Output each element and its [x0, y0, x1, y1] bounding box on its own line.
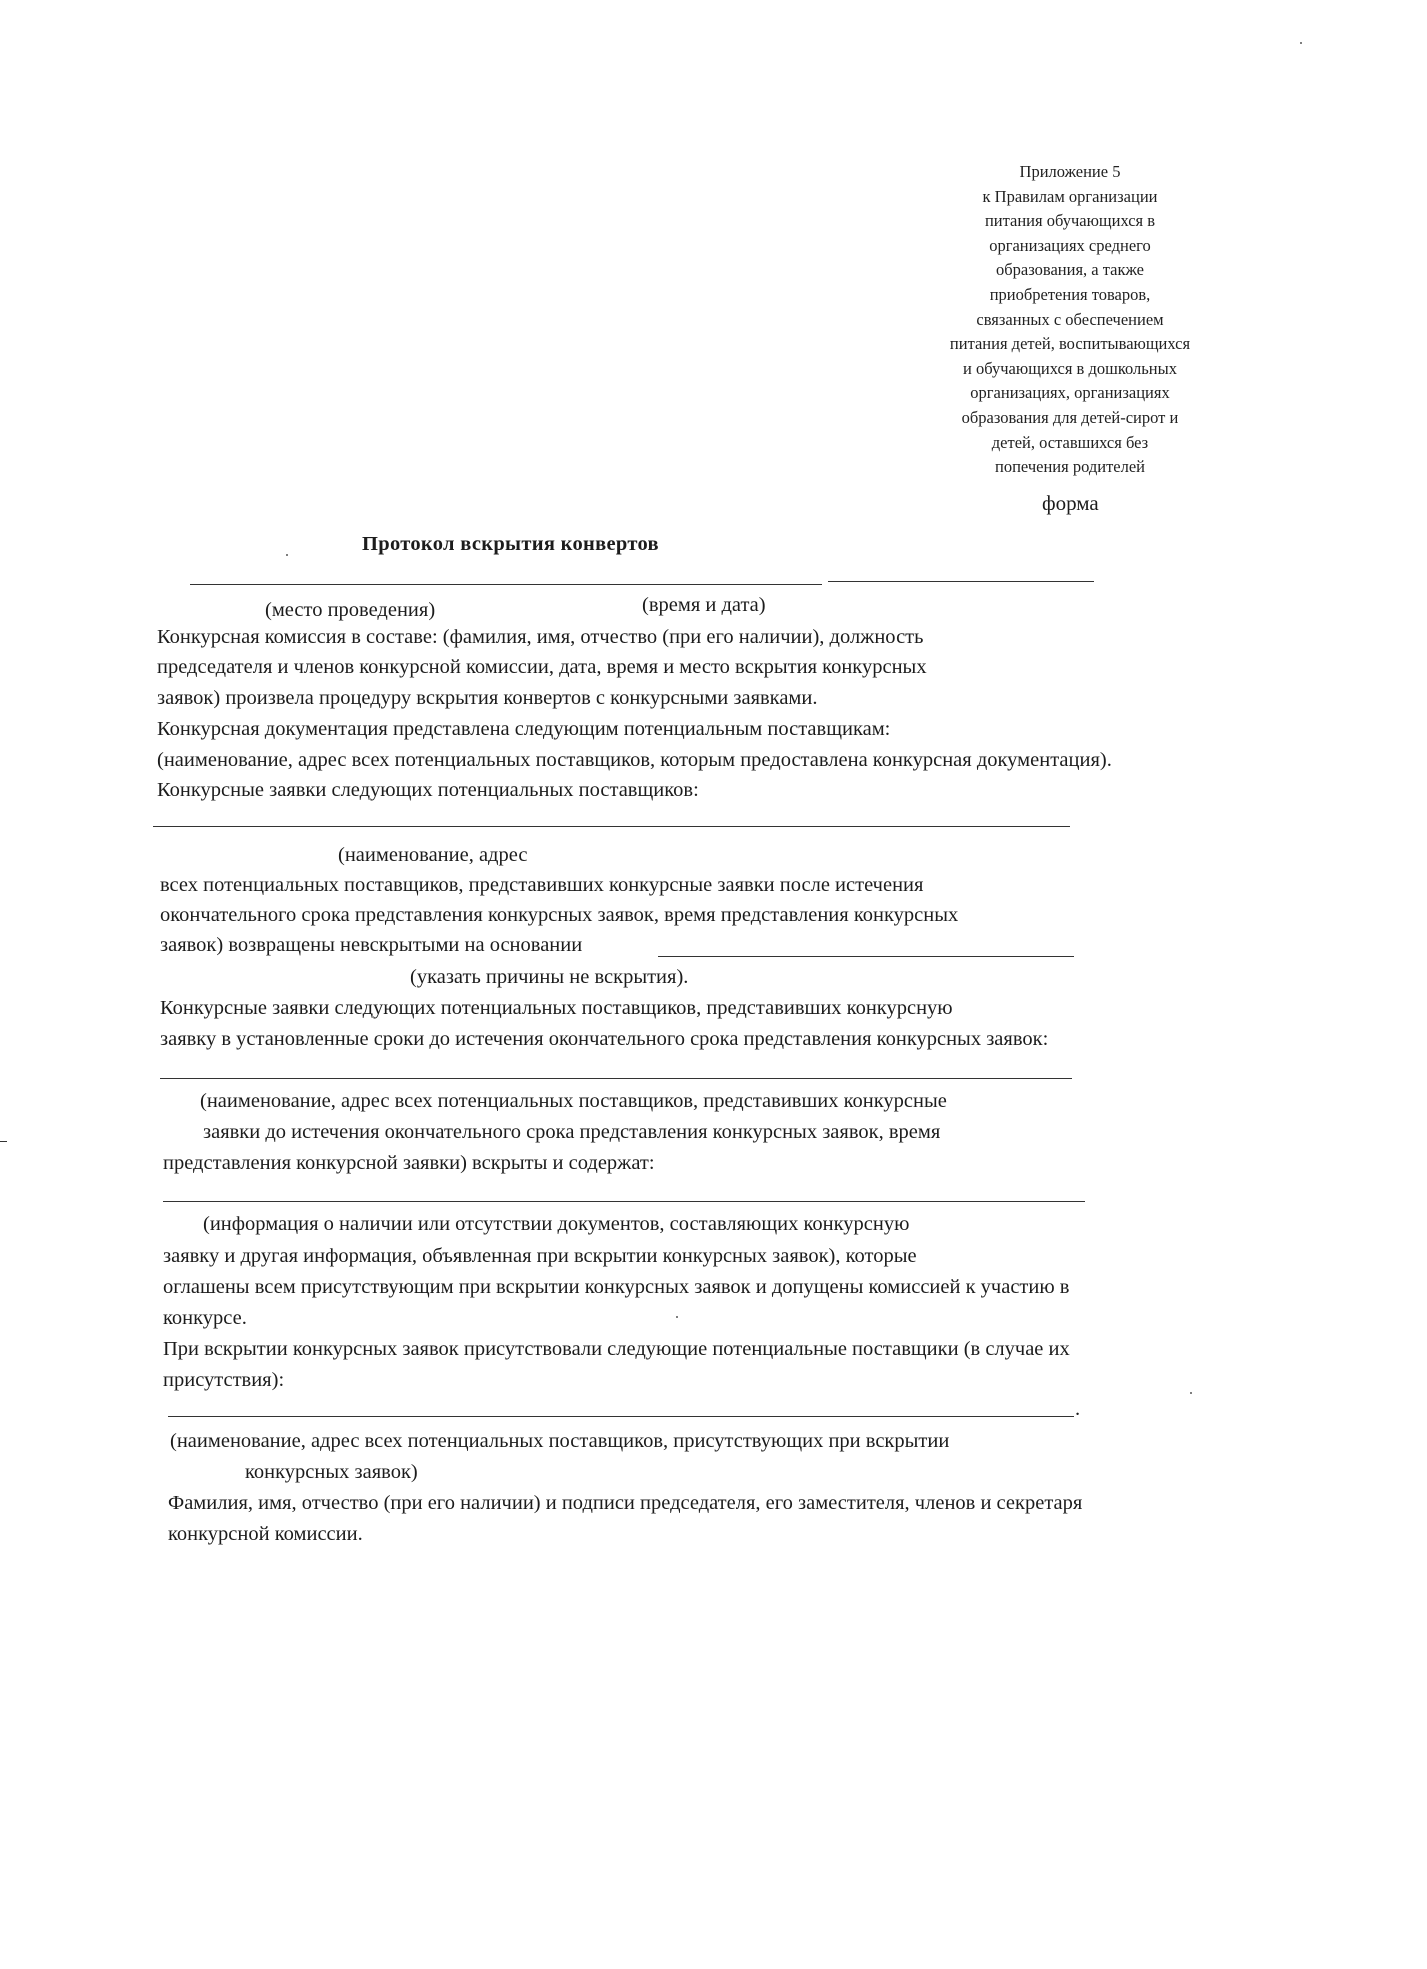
body-line: (наименование, адрес всех потенциальных поставщиков, присутствующих при вскрытии [170, 1430, 950, 1452]
body-line: всех потенциальных поставщиков, представивших конкурсные заявки после истечения [160, 874, 924, 896]
appendix-line: к Правилам организации [982, 186, 1158, 206]
body-line: Конкурсная документация представлена следующим потенциальным поставщикам: [157, 718, 891, 740]
fill-line [153, 826, 1070, 827]
document-title: Протокол вскрытия конвертов [362, 533, 659, 555]
body-line: Конкурсные заявки следующих потенциальных поставщиков, представивших конкурсную [160, 997, 953, 1019]
body-caption: (указать причины не вскрытия). [410, 966, 689, 988]
appendix-line: образования для детей-сирот и [961, 407, 1179, 427]
appendix-line: организациях, организациях [970, 383, 1170, 403]
body-line: конкурсе. [163, 1307, 247, 1329]
body-line: Конкурсные заявки следующих потенциальных поставщиков: [157, 779, 699, 801]
place-line [190, 584, 822, 585]
body-line: (наименование, адрес всех потенциальных поставщиков, представивших конкурсные [200, 1090, 947, 1112]
appendix-line: организациях среднего [989, 235, 1151, 255]
body-line: (наименование, адрес всех потенциальных поставщиков, которым предоставлена конкурсная документация). [157, 749, 1112, 771]
body-line: заявок) возвращены невскрытыми на основании [160, 934, 583, 956]
scan-mark [0, 1141, 7, 1142]
body-line: представления конкурсной заявки) вскрыты и содержат: [163, 1152, 655, 1174]
appendix-line: питания детей, воспитывающихся [949, 334, 1191, 354]
body-line: конкурсных заявок) [245, 1461, 418, 1483]
scan-speck [1190, 1392, 1192, 1394]
scan-speck [1300, 42, 1302, 44]
fill-line [168, 1416, 1074, 1417]
appendix-header [905, 160, 1235, 480]
body-line: Конкурсная комиссия в составе: (фамилия, имя, отчество (при его наличии), должность [157, 626, 924, 648]
place-caption: (место проведения) [265, 599, 436, 621]
body-line: присутствия): [163, 1369, 285, 1391]
body-line: заявки до истечения окончательного срока представления конкурсных заявок, время [203, 1121, 941, 1143]
body-line: (информация о наличии или отсутствии документов, составляющих конкурсную [203, 1213, 910, 1235]
appendix-line: образования, а также [996, 260, 1144, 280]
body-line: оглашены всем присутствующим при вскрытии конкурсных заявок и допущены комиссией к участию в [163, 1276, 1070, 1298]
fill-line [163, 1201, 1085, 1202]
body-line: заявку в установленные сроки до истечения окончательного срока представления конкурсных заявок: [160, 1028, 1049, 1050]
datetime-line [828, 581, 1094, 582]
scan-speck [286, 554, 288, 556]
body-line: заявку и другая информация, объявленная при вскрытии конкурсных заявок), которые [163, 1245, 917, 1267]
line-end-period: . [1075, 1398, 1081, 1420]
datetime-caption: (время и дата) [642, 594, 766, 616]
appendix-line: Приложение 5 [1019, 162, 1121, 181]
appendix-line: попечения родителей [995, 457, 1145, 477]
body-line: окончательного срока представления конкурсных заявок, время представления конкурсных [160, 904, 959, 926]
reason-line [658, 956, 1074, 957]
body-line: При вскрытии конкурсных заявок присутствовали следующие потенциальные поставщики (в случае их [163, 1338, 1070, 1360]
appendix-line: связанных с обеспечением [976, 309, 1164, 329]
body-line: заявок) произвела процедуру вскрытия конвертов с конкурсными заявками. [157, 687, 818, 709]
body-line: Фамилия, имя, отчество (при его наличии) и подписи председателя, его заместителя, членов и секретаря [168, 1492, 1083, 1514]
fill-line [160, 1078, 1072, 1079]
form-label: форма [1042, 491, 1099, 515]
appendix-line: и обучающихся в дошкольных [963, 358, 1177, 378]
body-line: конкурсной комиссии. [168, 1523, 363, 1545]
body-line: председателя и членов конкурсной комиссии, дата, время и место вскрытия конкурсных [157, 656, 927, 678]
scan-speck [676, 1316, 678, 1318]
body-caption: (наименование, адрес [338, 844, 528, 866]
appendix-line: питания обучающихся в [984, 211, 1156, 231]
appendix-line: приобретения товаров, [989, 284, 1151, 304]
appendix-line: детей, оставшихся без [991, 432, 1149, 452]
